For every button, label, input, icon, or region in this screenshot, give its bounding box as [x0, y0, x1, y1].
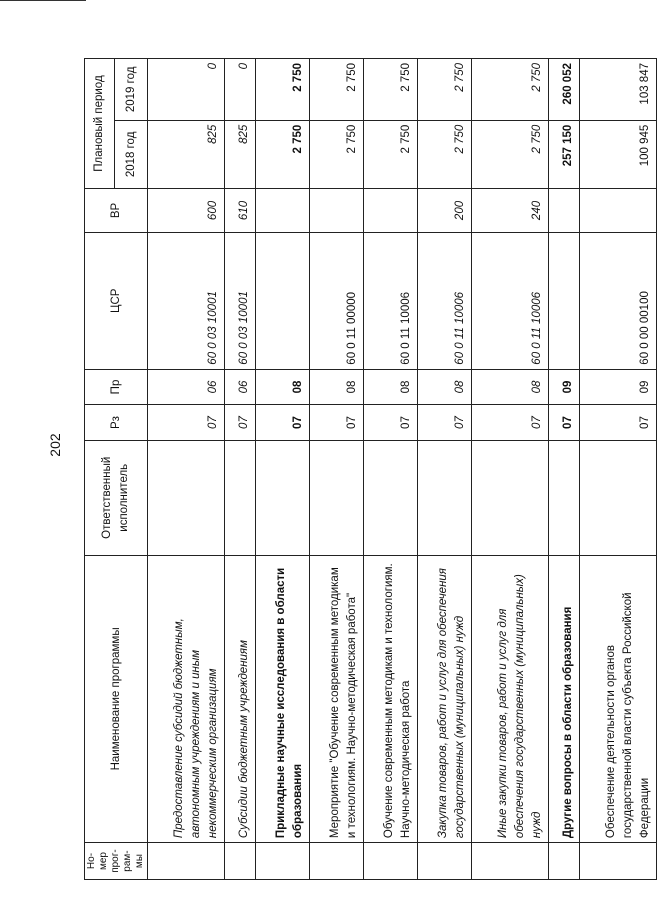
cell-name: Иные закупки товаров, работ и услуг для обеспечения государственных (муниципальных) нужд — [471, 555, 548, 842]
col-header-name: Наименование программы — [85, 555, 148, 842]
cell-csr: 60 0 00 00100 — [579, 232, 657, 369]
table-row — [579, 59, 657, 880]
table-row — [549, 59, 579, 880]
cell-vr — [363, 189, 417, 233]
cell-pr: 08 — [471, 369, 548, 405]
table-row — [255, 59, 309, 880]
cell-vr — [255, 189, 309, 233]
cell-y2019: 2 750 — [363, 59, 417, 121]
table-row — [417, 59, 471, 880]
cell-vr — [579, 189, 657, 233]
cell-y2018: 825 — [148, 120, 225, 188]
table-row — [309, 59, 363, 880]
cell-rz: 07 — [309, 405, 363, 441]
cell-y2019: 2 750 — [471, 59, 548, 121]
cell-name: Обеспечение деятельности органов государственной власти субъекта Российской Федерации — [579, 555, 657, 842]
cell-vr: 240 — [471, 189, 548, 233]
table-row — [471, 59, 548, 880]
cell-pr: 08 — [417, 369, 471, 405]
cell-rz: 07 — [363, 405, 417, 441]
cell-name: Обучение современным методикам и технологиям. Научно-методическая работа — [363, 555, 417, 842]
cell-pr: 08 — [309, 369, 363, 405]
cell-y2019: 2 750 — [309, 59, 363, 121]
cell-exec — [148, 440, 225, 555]
cell-exec — [471, 440, 548, 555]
col-header-pr: Пр — [85, 369, 148, 405]
cell-exec — [549, 440, 579, 555]
cell-exec — [309, 440, 363, 555]
cell-vr: 600 — [148, 189, 225, 233]
cell-rz: 07 — [417, 405, 471, 441]
cell-name: Мероприятие "Обучение современным методикам и технологиям. Научно-методическая работа" — [309, 555, 363, 842]
cell-csr: 60 0 11 00000 — [309, 232, 363, 369]
cell-name: Закупка товаров, работ и услуг для обеспечения государственных (муниципальных) нужд — [417, 555, 471, 842]
cell-y2019: 2 750 — [417, 59, 471, 121]
cell-exec — [417, 440, 471, 555]
cell-num — [225, 843, 255, 880]
cell-vr: 610 — [225, 189, 255, 233]
cell-rz: 07 — [225, 405, 255, 441]
cell-exec — [225, 440, 255, 555]
cell-rz: 07 — [148, 405, 225, 441]
cell-csr: 60 0 11 10006 — [363, 232, 417, 369]
cell-y2018: 2 750 — [417, 120, 471, 188]
table-row — [148, 59, 225, 880]
cell-num — [255, 843, 309, 880]
col-header-vr: ВР — [85, 189, 148, 233]
cell-vr — [549, 189, 579, 233]
cell-pr: 08 — [255, 369, 309, 405]
cell-y2019: 260 052 — [549, 59, 579, 121]
table-row — [363, 59, 417, 880]
table-body — [148, 59, 657, 880]
col-header-rz: Рз — [85, 405, 148, 441]
cell-pr: 06 — [148, 369, 225, 405]
cell-num — [363, 843, 417, 880]
cell-num — [549, 843, 579, 880]
cell-y2018: 2 750 — [255, 120, 309, 188]
col-header-plan-period: Плановый период — [85, 59, 115, 189]
cell-name: Прикладные научные исследования в области образования — [255, 555, 309, 842]
cell-csr: 60 0 03 10001 — [225, 232, 255, 369]
cell-rz: 07 — [471, 405, 548, 441]
cell-csr: 60 0 11 10006 — [471, 232, 548, 369]
cell-y2018: 2 750 — [471, 120, 548, 188]
table-row — [225, 59, 255, 880]
cell-csr: 60 0 03 10001 — [148, 232, 225, 369]
col-header-csr: ЦСР — [85, 232, 148, 369]
cell-name: Субсидии бюджетным учреждениям — [225, 555, 255, 842]
cell-pr: 09 — [549, 369, 579, 405]
cell-rz: 07 — [549, 405, 579, 441]
cell-y2019: 0 — [225, 59, 255, 121]
budget-table — [84, 58, 657, 880]
budget-table-rotated — [84, 58, 651, 880]
cell-y2018: 2 750 — [363, 120, 417, 188]
cell-name: Другие вопросы в области образования — [549, 555, 579, 842]
cell-csr — [255, 232, 309, 369]
cell-y2019: 103 847 — [579, 59, 657, 121]
cell-csr: 60 0 11 10006 — [417, 232, 471, 369]
cell-vr: 200 — [417, 189, 471, 233]
top-rule — [0, 0, 86, 1]
cell-num — [309, 843, 363, 880]
col-header-number: Но-мер прог-рам-мы — [85, 843, 148, 880]
cell-vr — [309, 189, 363, 233]
page-number: 202 — [47, 433, 63, 457]
cell-y2019: 2 750 — [255, 59, 309, 121]
cell-csr — [549, 232, 579, 369]
cell-y2019: 0 — [148, 59, 225, 121]
cell-num — [417, 843, 471, 880]
cell-rz: 07 — [255, 405, 309, 441]
col-header-2018: 2018 год — [115, 120, 148, 188]
cell-exec — [255, 440, 309, 555]
cell-exec — [579, 440, 657, 555]
cell-y2018: 2 750 — [309, 120, 363, 188]
cell-pr: 09 — [579, 369, 657, 405]
cell-exec — [363, 440, 417, 555]
cell-num — [471, 843, 548, 880]
cell-name: Предоставление субсидий бюджетным, автономным учреждениям и иным некоммерческим организациям — [148, 555, 225, 842]
cell-num — [148, 843, 225, 880]
cell-y2018: 825 — [225, 120, 255, 188]
col-header-2019: 2019 год — [115, 59, 148, 121]
cell-rz: 07 — [579, 405, 657, 441]
cell-num — [579, 843, 657, 880]
col-header-executor: Ответственный исполнитель — [85, 440, 148, 555]
cell-pr: 06 — [225, 369, 255, 405]
cell-y2018: 257 150 — [549, 120, 579, 188]
cell-y2018: 100 945 — [579, 120, 657, 188]
cell-pr: 08 — [363, 369, 417, 405]
